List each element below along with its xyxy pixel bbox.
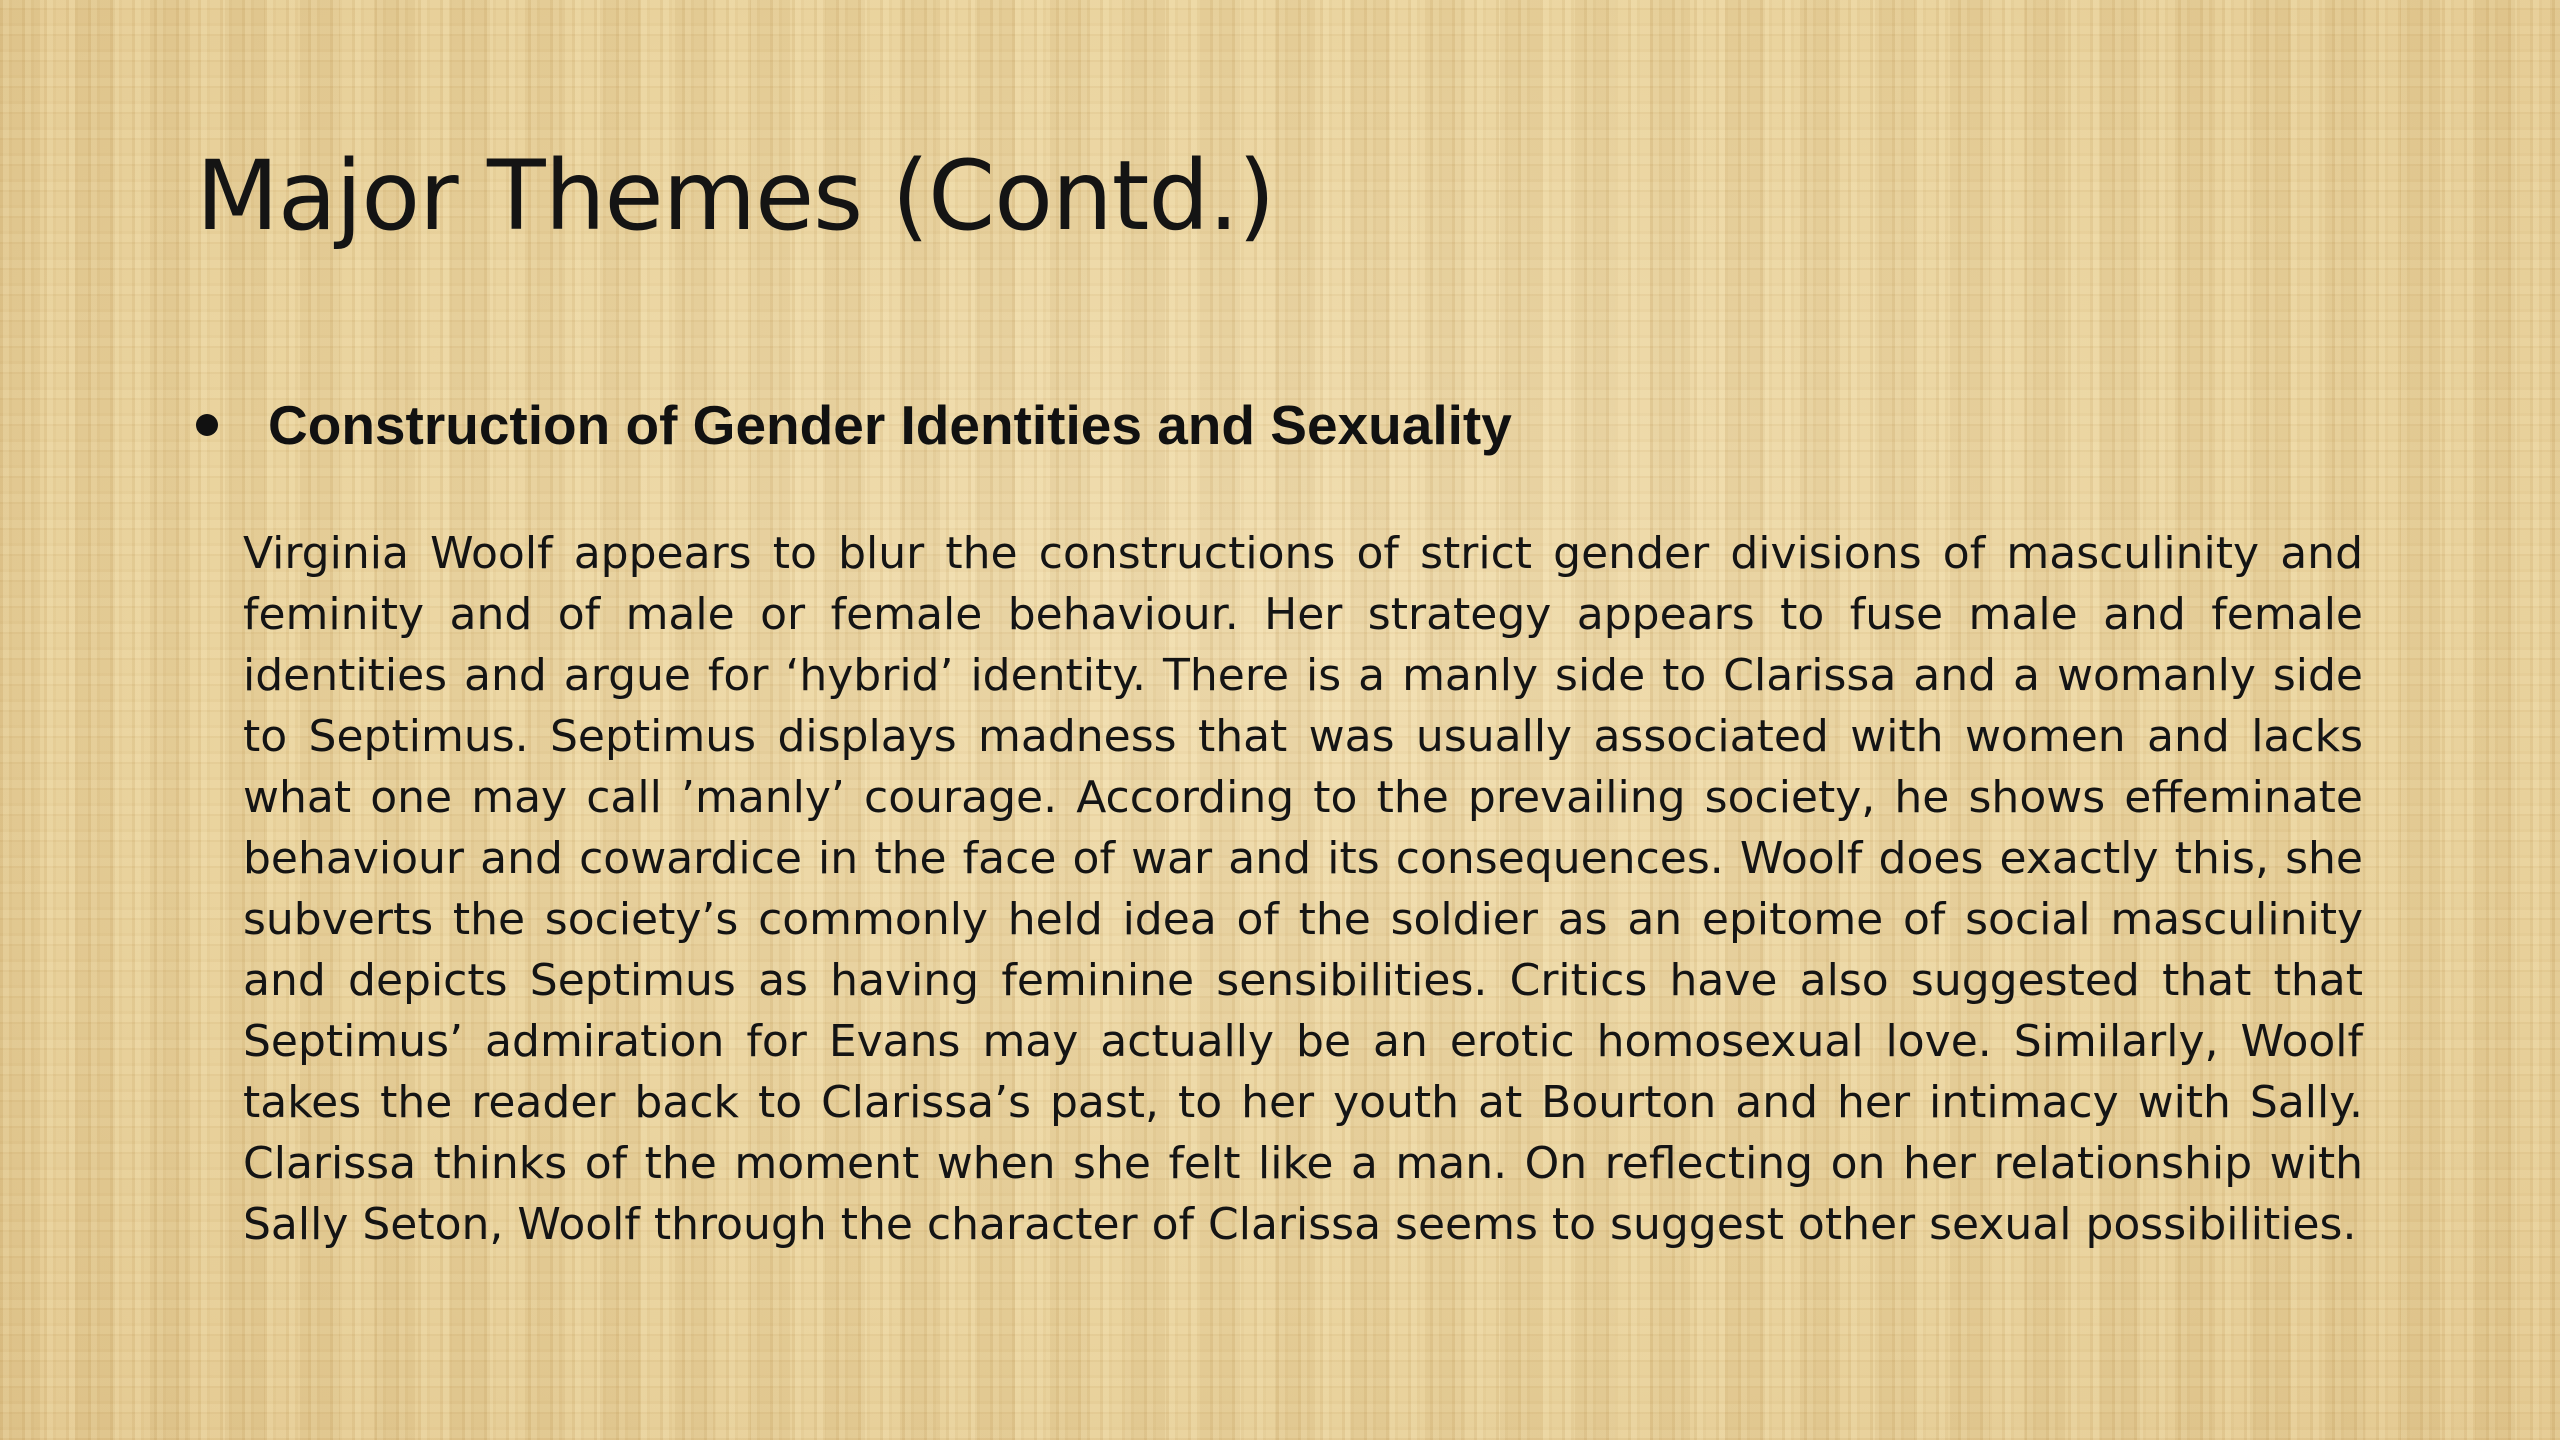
slide-title: Major Themes (Contd.) (196, 140, 1275, 252)
bullet-item (196, 393, 1512, 457)
bullet-dot-icon (196, 414, 218, 436)
body-paragraph: Virginia Woolf appears to blur the constructions of strict gender divisions of masculinity and feminity and of male or female behaviour. Her strategy appears to fuse male and female identities and argue for ‘hybrid’ identity. There is a manly side to Clarissa and a womanly side to Septimus. Septimus displays madness that was usually associated with women and lacks what one may call ’manly’ courage. According to the prevailing society, he shows effeminate behaviour and cowardice in the face of war and its consequences. Woolf does exactly this, she subverts the society’s commonly held idea of the soldier as an epitome of social masculinity and depicts Septimus as having feminine sensibilities. Critics have also suggested that that Septimus’ admiration for Evans may actually be an erotic homosexual love. Similarly, Woolf takes the reader back to Clarissa’s past, to her youth at Bourton and her intimacy with Sally. Clarissa thinks of the moment when she felt like a man. On reflecting on her relationship with Sally Seton, Woolf through the character of Clarissa seems to suggest other sexual possibilities. (243, 528, 2363, 1250)
bullet-heading: Construction of Gender Identities and Sexuality (268, 394, 1512, 456)
